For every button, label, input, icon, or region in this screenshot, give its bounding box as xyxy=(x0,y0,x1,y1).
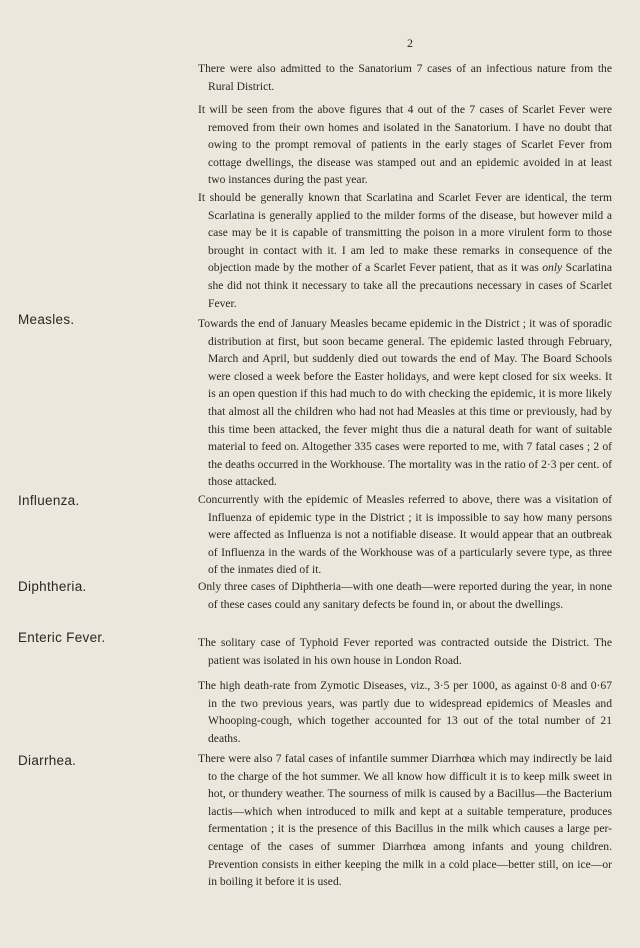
diarrhea-paragraph: There were also 7 fatal cases of infantile summer Diarrhœa which may indirectly be laid to the charge of the hot summer. We all know how difficult it is to keep milk sweet in hot, or thundery weather. The sourness of milk is caused by a Bacillus—the Bacterium lactis—which when introduced to milk and kept at a suitable temperature, produces fermentation ; it is the presence of this Bacillus in the milk which causes a large per-centage of the cases of summer Diarrhœa among infants and young children. Prevention consists in either keeping the milk in a cold place—better still, on ice—or in boiling it before it is used. xyxy=(198,752,612,889)
heading-measles: Measles. xyxy=(18,312,75,327)
scarlatina-paragraph xyxy=(198,189,612,312)
measles-paragraph: Towards the end of January Measles became epidemic in the District ; it was of sporadic distribution at first, but soon became general. The epidemic lasted through February, March and April, but suddenly died out towards the end of May. The Board Schools were closed a week before the Easter holidays, and were kept closed for six weeks. It is an open question if this had much to do with checking the epidemic, it is more likely that almost all the children who had not had Measles at this time or previously, had by this time been attacked, the fever might thus die a natural death for want of suitable material to feed on. Altogether 335 cases were reported to me, with 7 fatal cases ; 2 of the deaths occurred in the Workhouse. The mortality was in the ratio of 2·3 per cent. of those attacked. xyxy=(198,317,612,489)
zymotic-paragraph: The high death-rate from Zymotic Diseases, viz., 3·5 per 1000, as against 0·8 and 0·67 in the two previous years, was partly due to widespread epidemics of Measles and Whooping-cough, which together accounted for 13 out of the total number of 21 deaths. xyxy=(198,679,612,745)
scarlet-fever-paragraph: It will be seen from the above figures that 4 out of the 7 cases of Scarlet Fever were removed from their own homes and isolated in the Sanatorium. I have no doubt that owing to the prompt removal of patients in the early stages of Scarlet Fever from cottage dwellings, the disease was stamped out and an epidemic avoided in at least two instances during the past year. xyxy=(198,103,612,187)
heading-diphtheria: Diphtheria. xyxy=(18,579,87,594)
heading-diarrhea: Diarrhea. xyxy=(18,753,77,768)
scarlatina-text-b: Scarlatina she did not think it necessary to take all the precautions necessary in cases of Scarlet Fever. xyxy=(208,261,612,310)
influenza-paragraph: Concurrently with the epidemic of Measles referred to above, there was a visitation of Influenza of epidemic type in the District ; it is impossible to say how many persons were affected as Influenza is not a notifiable disease. It would appear that an outbreak of Influenza in the wards of the Workhouse was of a particularly severe type, as three of the inmates died of it. xyxy=(198,493,612,577)
heading-enteric-fever: Enteric Fever. xyxy=(18,630,106,645)
scarlatina-text-a: It should be generally known that Scarlatina and Scarlet Fever are identical, the term Scarlatina is generally applied to the milder forms of the disease, but however mild a case may be it is capable of transmitting the poison in a more virulent form to those brought in contact with it. I am led to make these remarks in consequence of the objection made by the mother of a Scarlet Fever patient, that as it was xyxy=(198,191,612,275)
enteric-fever-paragraph: The solitary case of Typhoid Fever reported was contracted outside the District. The patient was isolated in his own house in London Road. xyxy=(198,636,612,667)
diphtheria-paragraph: Only three cases of Diphtheria—with one death—were reported during the year, in none of these cases could any sanitary defects be found in, or about the dwellings. xyxy=(198,580,612,611)
scarlatina-emphasis: only xyxy=(542,261,563,275)
sanatorium-rural-paragraph: There were also admitted to the Sanatorium 7 cases of an infectious nature from the Rural District. xyxy=(198,62,612,93)
heading-influenza: Influenza. xyxy=(18,493,80,508)
page-number: 2 xyxy=(407,36,413,50)
